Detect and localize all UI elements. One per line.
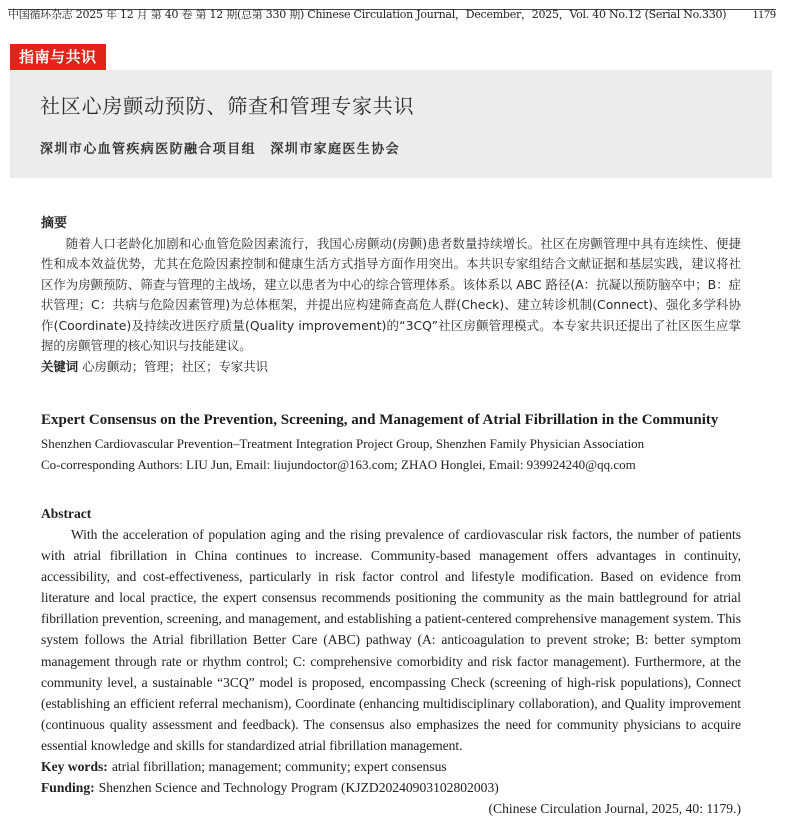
english-header [41, 410, 741, 473]
abstract-en-body: With the acceleration of population aging and the rising prevalence of cardiovascular risk factors, the number of patients with atrial fibrillation in China continues to increase. Community-based management offers advantages in continuity, accessibility, and cost-effectiveness, particularly in risk factor control and lifestyle modification. Based on evidence from literature and local practice, the expert consensus recommends positioning the community as the main battleground for atrial fibrillation prevention, screening, and management, and establishing a patient-centered comprehensive management system. This system follows the Atrial fibrillation Better Care (ABC) pathway (A: anticoagulation to prevent stroke; B: better symptom management through rate or rhythm control; C: comprehensive comorbidity and risk factor management). Furthermore, at the community level, a sustainable “3CQ” model is proposed, encompassing Check (screening of high-risk populations), Connect (establishing an efficient referral mechanism), Coordinate (enhancing multidisciplinary collaboration), and Quality improvement (continuous quality assessment and feedback). The consensus also emphasizes the need for community physicians to acquire essential knowledge and skills for standardized atrial fibrillation management. [41, 527, 741, 753]
keywords-cn-values: 心房颤动；管理；社区；专家共识 [82, 359, 269, 375]
abstract-cn [41, 214, 741, 377]
abstract-cn-heading: 摘要 [41, 216, 68, 231]
article-title-en: Expert Consensus on the Prevention, Screening, and Management of Atrial Fibrillation in the Community [41, 412, 719, 428]
page-number: 1179 [752, 7, 776, 21]
keywords-en [41, 756, 741, 777]
citation: (Chinese Circulation Journal, 2025, 40: 1179.) [488, 801, 741, 817]
abstract-en-heading: Abstract [41, 506, 92, 521]
funding-values: Shenzhen Science and Technology Program (KJZD20240903102802003) [98, 780, 499, 796]
keywords-en-label: Key words: [41, 759, 108, 775]
journal-running-header: 中国循环杂志 2025 年 12 月 第 40 卷 第 12 期(总第 330 期) Chinese Circulation Journal，December，2025，Vol. 40 No.12 (Serial No.330) [8, 8, 727, 21]
abstract-en [41, 504, 741, 819]
funding [41, 777, 741, 798]
title-band [10, 70, 772, 178]
funding-label: Funding: [41, 780, 95, 796]
article-title-cn: 社区心房颤动预防、筛查和管理专家共识 [40, 94, 415, 118]
keywords-cn-label: 关键词 [41, 359, 79, 375]
keywords-en-values: atrial fibrillation; management; community; expert consensus [111, 759, 447, 775]
running-header [8, 7, 776, 21]
section-tag: 指南与共识 [10, 44, 106, 70]
keywords-cn [41, 357, 741, 377]
corresponding-authors: Co-corresponding Authors: LIU Jun, Email: liujundoctor@163.com; ZHAO Honglei, Email: 939924240@qq.com [41, 457, 636, 472]
abstract-cn-body: 随着人口老龄化加剧和心血管危险因素流行，我国心房颤动(房颤)患者数量持续增长。社区在房颤管理中具有连续性、便捷性和成本效益优势，尤其在危险因素控制和健康生活方式指导方面作用突出。本共识专家组结合文献证据和基层实践，建议将社区作为房颤预防、筛查与管理的主战场，建立以患者为中心的综合管理体系。该体系以 ABC 路径(A：抗凝以预防脑卒中；B：症状管理；C：共病与危险因素管理)为总体框架，并提出应构建筛查高危人群(Check)、建立转诊机制(Connect)、强化多学科协作(Coordinate)及持续改进医疗质量(Quality improvement)的“3CQ”社区房颤管理模式。本专家共识还提出了社区医生应掌握的房颤管理的核心知识与技能建议。 [41, 236, 741, 354]
author-groups-en: Shenzhen Cardiovascular Prevention–Treatment Integration Project Group, Shenzhen Family Physician Association [41, 436, 645, 451]
author-organizations-cn: 深圳市心血管疾病医防融合项目组 深圳市家庭医生协会 [40, 142, 401, 157]
